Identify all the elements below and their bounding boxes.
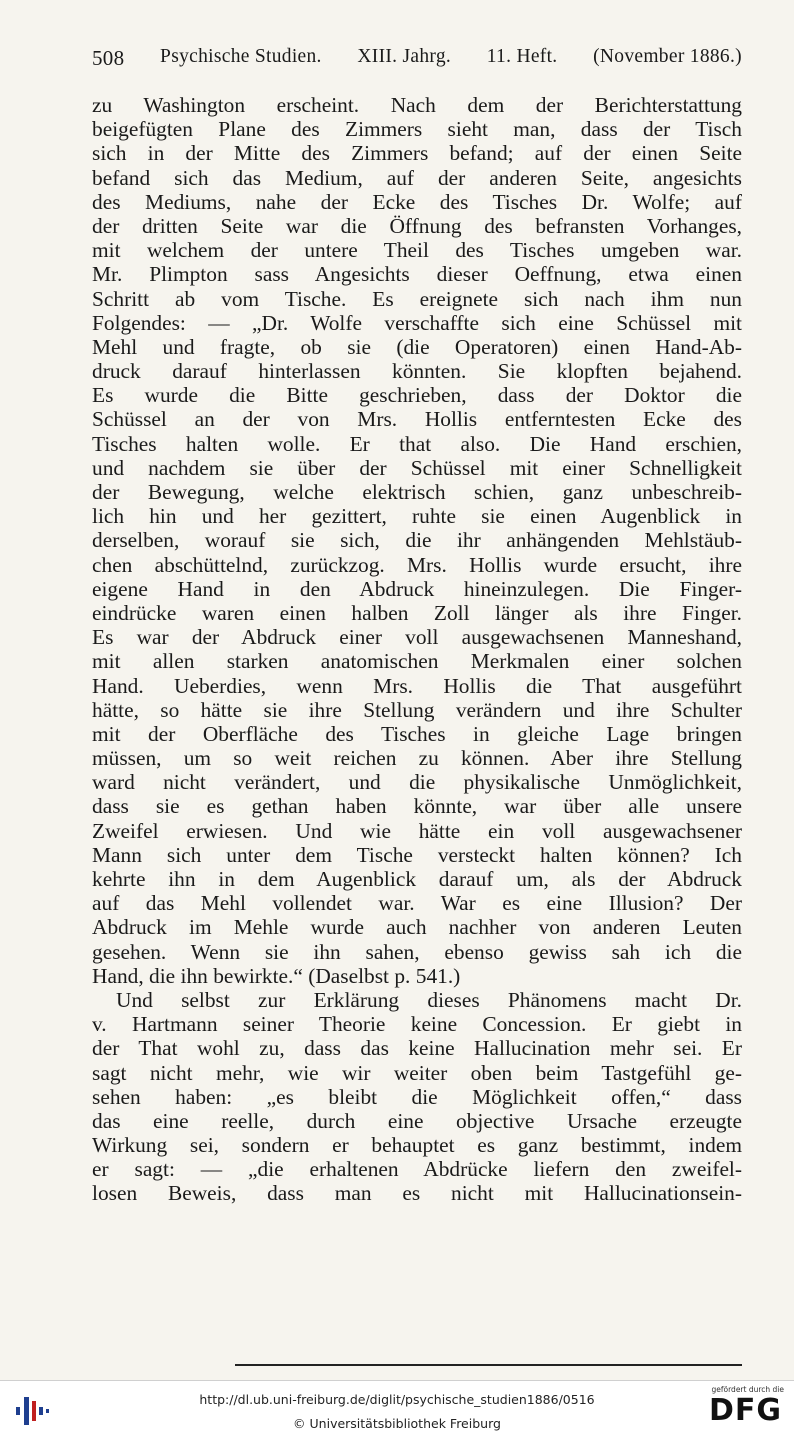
text-line: kehrte ihn in dem Augenblick darauf um, als der Abdruck <box>92 867 742 891</box>
text-line: Hand, die ihn bewirkte.“ (Daselbst p. 541.) <box>92 963 461 988</box>
text-line: Tisches halten wolle. Er that also. Die Hand erschien, <box>92 431 742 456</box>
text-line: eindrücke waren einen halben Zoll länger als ihre Finger. <box>92 600 742 625</box>
text-line: der dritten Seite war die Öffnung des befransten Vorhanges, <box>92 213 742 238</box>
text-line: der Bewegung, welche elektrisch schien, ganz unbeschreib- <box>92 480 742 504</box>
funder-note: gefördert durch die <box>711 1385 784 1394</box>
text-line: beigefügten Plane des Zimmers sieht man, dass der Tisch <box>92 117 742 142</box>
text-line: Wirkung sei, sondern er behauptet es ganz bestimmt, indem <box>92 1133 742 1158</box>
text-line: dass sie es gethan haben könnte, war über alle unsere <box>92 794 742 819</box>
text-line: hätte, so hätte sie ihre Stellung verändern und ihre Schulter <box>92 697 742 722</box>
issue-label: 11. Heft. <box>486 46 558 67</box>
text-line: losen Beweis, dass man es nicht mit Hallucinationsein- <box>92 1181 742 1206</box>
text-line: ward nicht verändert, und die physikalische Unmöglichkeit, <box>92 770 742 795</box>
text-line: mit der Oberfläche des Tisches in gleiche Lage bringen <box>92 721 742 746</box>
source-url[interactable]: http://dl.ub.uni-freiburg.de/diglit/psychische_studien1886/0516 <box>199 1392 595 1407</box>
text-line: chen abschüttelnd, zurückzog. Mrs. Hollis wurde ersucht, ihre <box>92 552 742 577</box>
text-line: Es wurde die Bitte geschrieben, dass der Doktor die <box>92 383 742 408</box>
text-line: eigene Hand in den Abdruck hineinzulegen. Die Finger- <box>92 576 742 601</box>
volume-label: XIII. Jahrg. <box>357 46 452 67</box>
text-line: er sagt: — „die erhaltenen Abdrücke liefern den zweifel- <box>92 1157 742 1182</box>
text-line: das eine reelle, durch eine objective Ursache erzeugte <box>92 1108 742 1133</box>
dfg-logo: DFG <box>708 1393 782 1428</box>
text-line: mit welchem der untere Theil des Tisches umgeben war. <box>92 238 742 263</box>
text-line: Mehl und fragte, ob sie (die Operatoren) einen Hand-Ab- <box>92 334 742 359</box>
text-line: sich in der Mitte des Zimmers befand; auf der einen Seite <box>92 141 742 166</box>
text-line: zu Washington erscheint. Nach dem der Berichterstattung <box>92 93 742 117</box>
text-line: derselben, worauf sie sich, die ihr anhängenden Mehlstäub- <box>92 528 742 553</box>
text-line: des Mediums, nahe der Ecke des Tisches Dr. Wolfe; auf <box>92 189 742 214</box>
text-line: müssen, um so weit reichen zu können. Aber ihre Stellung <box>92 746 742 771</box>
body-text <box>92 93 742 1206</box>
text-line: Mr. Plimpton sass Angesichts dieser Oeffnung, etwa einen <box>92 262 742 287</box>
text-line: und nachdem sie über der Schüssel mit einer Schnelligkeit <box>92 455 742 480</box>
text-line: Mann sich unter dem Tische versteckt halten können? Ich <box>92 842 742 867</box>
text-line: mit allen starken anatomischen Merkmalen einer solchen <box>92 649 742 674</box>
text-line: Zweifel erwiesen. Und wie hätte ein voll ausgewachsener <box>92 818 742 843</box>
text-line: Folgendes: — „Dr. Wolfe verschaffte sich eine Schüssel mit <box>92 310 742 335</box>
text-line: befand sich das Medium, auf der anderen Seite, angesichts <box>92 165 742 190</box>
page-number: 508 <box>92 46 125 70</box>
text-line: Und selbst zur Erklärung dieses Phänomens macht Dr. <box>116 987 742 1012</box>
text-line: gesehen. Wenn sie ihn sahen, ebenso gewiss sah ich die <box>92 939 742 964</box>
digital-library-footer <box>0 1380 794 1439</box>
text-line: Hand. Ueberdies, wenn Mrs. Hollis die That ausgeführt <box>92 673 742 698</box>
issue-date: (November 1886.) <box>593 46 742 67</box>
text-line: lich hin und her gezittert, ruhte sie einen Augenblick in <box>92 504 742 529</box>
text-line: Es war der Abdruck einer voll ausgewachsenen Manneshand, <box>92 625 742 650</box>
text-line: Abdruck im Mehle wurde auch nachher von anderen Leuten <box>92 915 742 940</box>
running-header <box>92 46 742 71</box>
journal-title: Psychische Studien. <box>160 46 322 67</box>
text-line: sagt nicht mehr, wie wir weiter oben beim Tastgefühl ge- <box>92 1060 742 1085</box>
text-line: druck darauf hinterlassen könnten. Sie klopften bejahend. <box>92 359 742 384</box>
page-bottom-rule <box>235 1364 742 1366</box>
text-line: v. Hartmann seiner Theorie keine Concession. Er giebt in <box>92 1012 742 1037</box>
text-line: auf das Mehl vollendet war. War es eine Illusion? Der <box>92 891 742 916</box>
text-line: Schüssel an der von Mrs. Hollis entferntesten Ecke des <box>92 407 742 432</box>
text-line: sehen haben: „es bleibt die Möglichkeit offen,“ dass <box>92 1084 742 1109</box>
text-line: Schritt ab vom Tische. Es ereignete sich nach ihm nun <box>92 286 742 311</box>
copyright-notice: © Universitätsbibliothek Freiburg <box>293 1416 501 1431</box>
text-line: der That wohl zu, dass das keine Hallucination mehr sei. Er <box>92 1036 742 1061</box>
